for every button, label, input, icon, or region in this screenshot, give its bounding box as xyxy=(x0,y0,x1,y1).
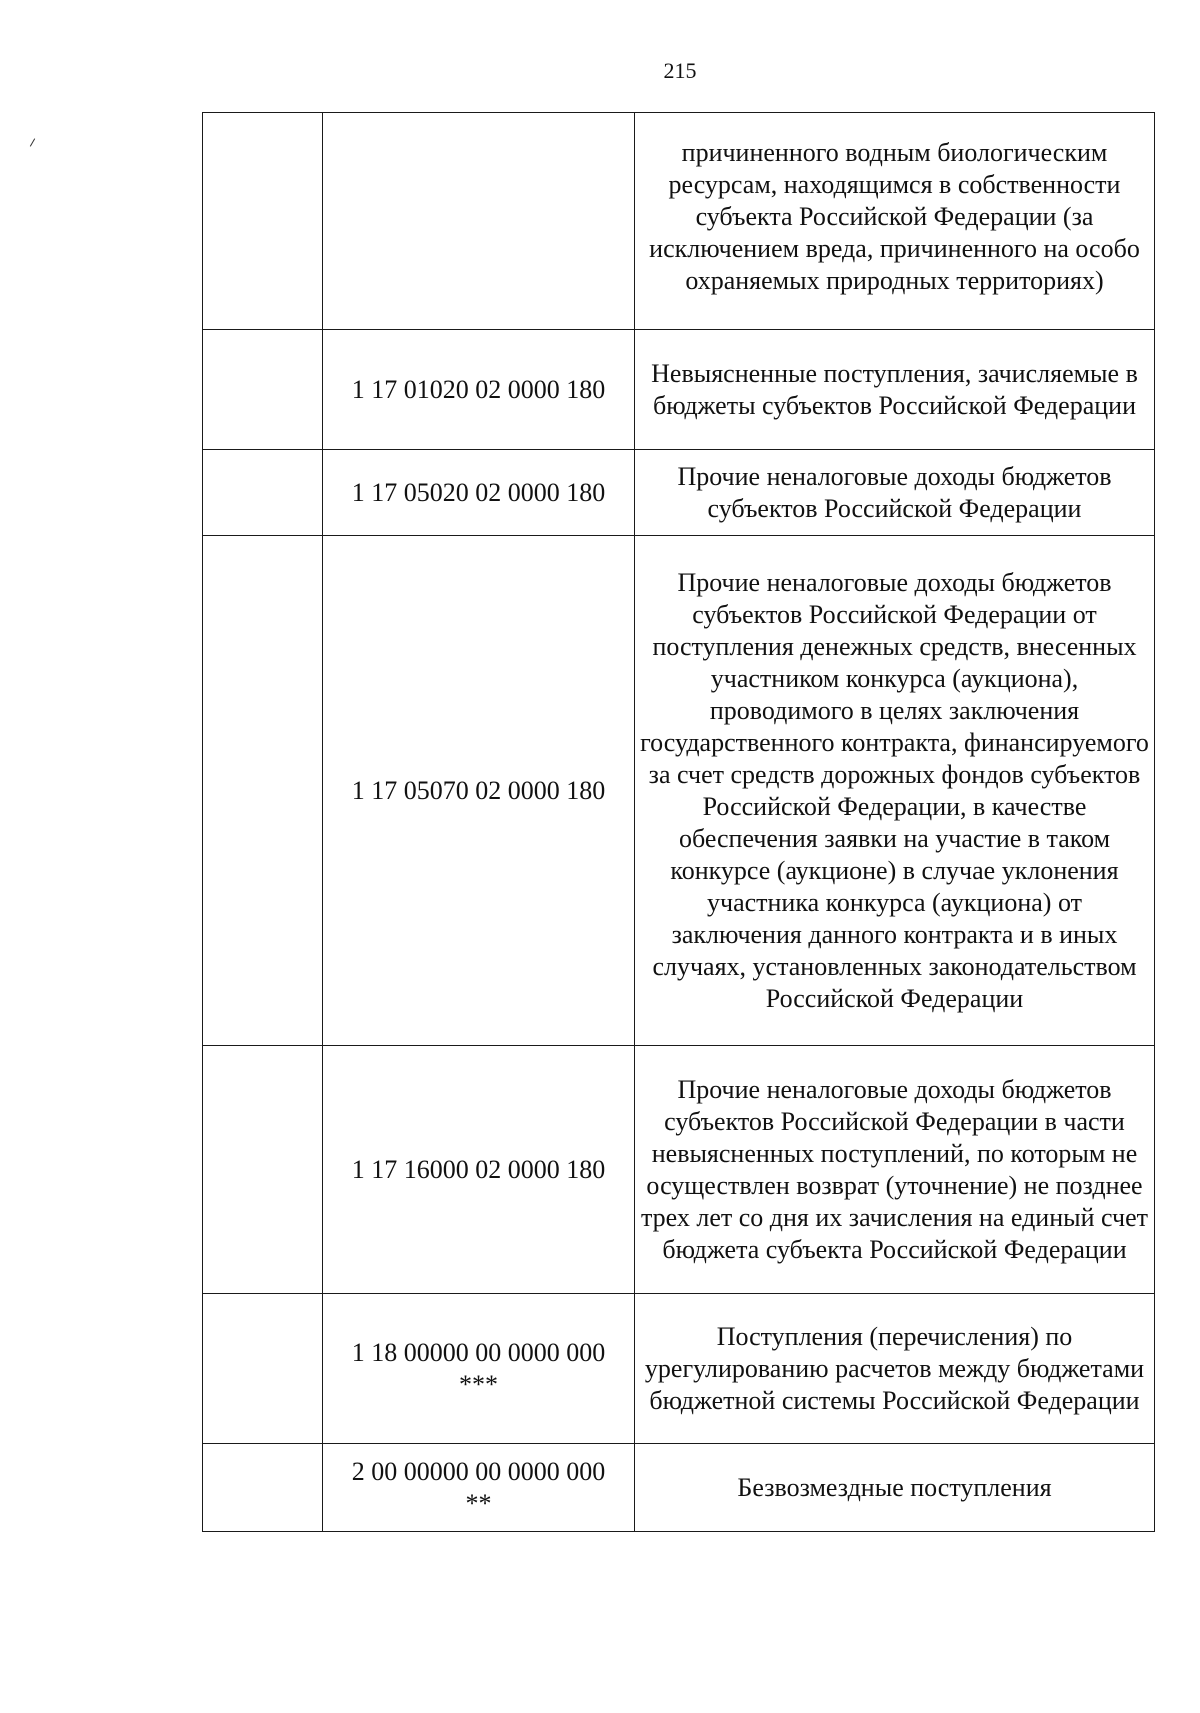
revenue-code-cell: 1 17 16000 02 0000 180 xyxy=(323,1046,635,1294)
admin-code-cell xyxy=(203,113,323,330)
revenue-code-cell: 1 17 05070 02 0000 180 xyxy=(323,536,635,1046)
admin-code-cell xyxy=(203,536,323,1046)
table-row xyxy=(203,450,1155,536)
stray-mark xyxy=(30,138,35,146)
admin-code-cell xyxy=(203,1046,323,1294)
revenue-name-cell: Прочие неналоговые доходы бюджетов субъектов Российской Федерации в части невыясненных поступлений, по которым не осуществлен возврат (уточнение) не позднее трех лет со дня их зачисления на единый счет бюджета субъекта Российской Федерации xyxy=(635,1046,1155,1294)
revenue-code-cell: 1 18 00000 00 0000 000 *** xyxy=(323,1294,635,1444)
table-row xyxy=(203,1444,1155,1532)
table-row xyxy=(203,1294,1155,1444)
revenue-name-cell: Прочие неналоговые доходы бюджетов субъектов Российской Федерации xyxy=(635,450,1155,536)
revenue-code-cell: 1 17 01020 02 0000 180 xyxy=(323,330,635,450)
admin-code-cell xyxy=(203,1294,323,1444)
table-row xyxy=(203,330,1155,450)
revenue-name-cell: причиненного водным биологическим ресурсам, находящимся в собственности субъекта Российской Федерации (за исключением вреда, причиненного на особо охраняемых природных территориях) xyxy=(635,113,1155,330)
table-row xyxy=(203,536,1155,1046)
admin-code-cell xyxy=(203,1444,323,1532)
admin-code-cell xyxy=(203,450,323,536)
admin-code-cell xyxy=(203,330,323,450)
revenue-code-cell: 1 17 05020 02 0000 180 xyxy=(323,450,635,536)
revenue-code-cell xyxy=(323,113,635,330)
revenue-name-cell: Невыясненные поступления, зачисляемые в бюджеты субъектов Российской Федерации xyxy=(635,330,1155,450)
budget-classification-table xyxy=(202,112,1155,1532)
table-row xyxy=(203,113,1155,330)
revenue-name-cell: Прочие неналоговые доходы бюджетов субъектов Российской Федерации от поступления денежных средств, внесенных участником конкурса (аукциона), проводимого в целях заключения государственного контракта, финансируемого за счет средств дорожных фондов субъектов Российской Федерации, в качестве обеспечения заявки на участие в таком конкурсе (аукционе) в случае уклонения участника конкурса (аукциона) от заключения данного контракта и в иных случаях, установленных законодательством Российской Федерации xyxy=(635,536,1155,1046)
revenue-name-cell: Поступления (перечисления) по урегулированию расчетов между бюджетами бюджетной системы Российской Федерации xyxy=(635,1294,1155,1444)
table-row xyxy=(203,1046,1155,1294)
revenue-name-cell: Безвозмездные поступления xyxy=(635,1444,1155,1532)
revenue-code-cell: 2 00 00000 00 0000 000 ** xyxy=(323,1444,635,1532)
page-number: 215 xyxy=(663,58,697,83)
